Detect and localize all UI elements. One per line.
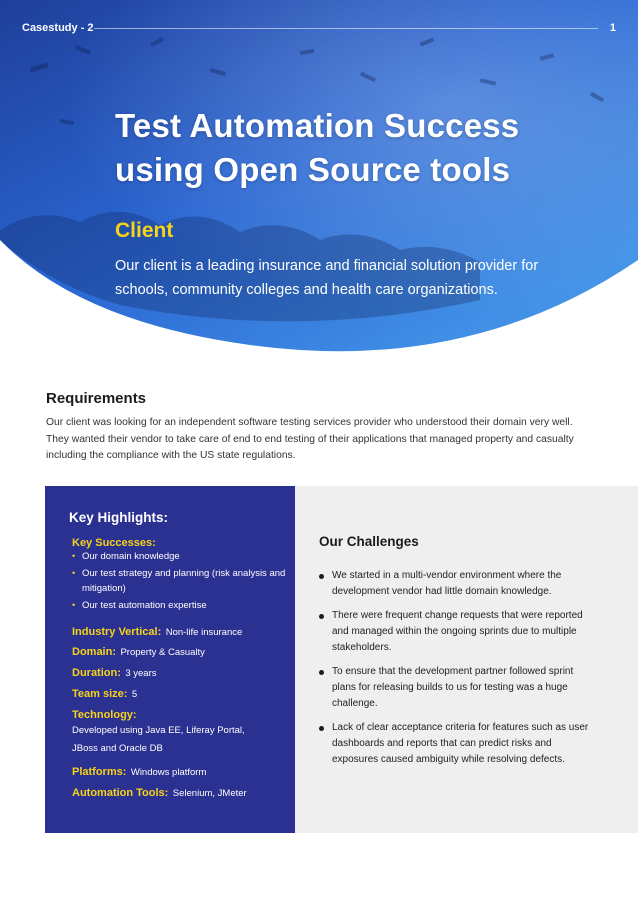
challenges-heading: Our Challenges — [319, 534, 419, 549]
industry-value: Non-life insurance — [165, 627, 243, 638]
industry-label: Industry Vertical: — [72, 626, 162, 638]
key-successes-list — [72, 549, 287, 615]
requirements-text: Our client was looking for an independent software testing services provider who understood their domain very well. They wanted their vendor to take care of end to end testing of their applications that managed property and casualty including the compliance with the US state regulations. — [46, 417, 574, 461]
industry-row — [72, 622, 242, 640]
list-item: We started in a multi-vendor environment where the development vendor had little domain knowledge. — [317, 568, 592, 600]
technology-label: Technology: — [72, 709, 137, 721]
page-title — [115, 104, 595, 192]
domain-row — [72, 642, 205, 660]
header-divider — [94, 28, 598, 29]
domain-value: Property & Casualty — [120, 647, 205, 658]
duration-label: Duration: — [72, 667, 121, 679]
duration-row — [72, 663, 157, 681]
technology-row — [72, 705, 137, 723]
page-number: 1 — [609, 22, 616, 34]
key-highlights-heading: Key Highlights: — [69, 510, 169, 525]
bullet-icon — [319, 574, 324, 579]
technology-value: Developed using Java EE, Liferay Portal, JBoss and Oracle DB — [72, 725, 245, 754]
duration-value: 3 years — [125, 668, 157, 679]
challenges-list — [317, 568, 592, 768]
client-heading: Client — [115, 219, 174, 242]
bullet-icon: • — [72, 551, 76, 561]
team-size-row — [72, 684, 137, 702]
bullet-icon — [319, 670, 324, 675]
list-item: To ensure that the development partner followed sprint plans for releasing builds to us for testing was a huge challenge. — [317, 664, 592, 712]
title-line-1: Test Automation Success — [115, 107, 520, 144]
bullet-icon: • — [72, 600, 76, 610]
domain-label: Domain: — [72, 646, 116, 658]
title-line-2: using Open Source tools — [115, 151, 511, 188]
team-size-value: 5 — [131, 689, 138, 700]
automation-tools-value: Selenium, JMeter — [172, 788, 247, 799]
platforms-row — [72, 762, 206, 780]
page-header — [22, 22, 616, 36]
list-item: Lack of clear acceptance criteria for features such as user dashboards and reports that can predict risks and exposures caused ambiguity while resolving defects. — [317, 720, 592, 768]
requirements-heading: Requirements — [46, 390, 147, 407]
automation-tools-label: Automation Tools: — [72, 787, 169, 799]
bullet-icon — [319, 614, 324, 619]
list-item: • Our domain knowledge — [72, 551, 180, 562]
bullet-icon: • — [72, 568, 76, 578]
client-description: Our client is a leading insurance and financial solution provider for schools, community colleges and health care organizations. — [115, 258, 539, 298]
team-size-label: Team size: — [72, 688, 128, 700]
bullet-icon — [319, 726, 324, 731]
key-successes-label: Key Successes: — [72, 537, 156, 549]
platforms-label: Platforms: — [72, 766, 127, 778]
key-highlights-panel — [45, 486, 295, 833]
list-item: There were frequent change requests that were reported and managed within the ongoing sprints due to multiple stakeholders. — [317, 608, 592, 656]
automation-tools-row — [72, 783, 247, 801]
list-item: • Our test strategy and planning (risk analysis and mitigation) — [72, 568, 286, 594]
casestudy-tag: Casestudy - 2 — [22, 22, 94, 34]
platforms-value: Windows platform — [130, 767, 207, 778]
list-item: • Our test automation expertise — [72, 600, 207, 611]
challenges-panel — [295, 486, 638, 833]
